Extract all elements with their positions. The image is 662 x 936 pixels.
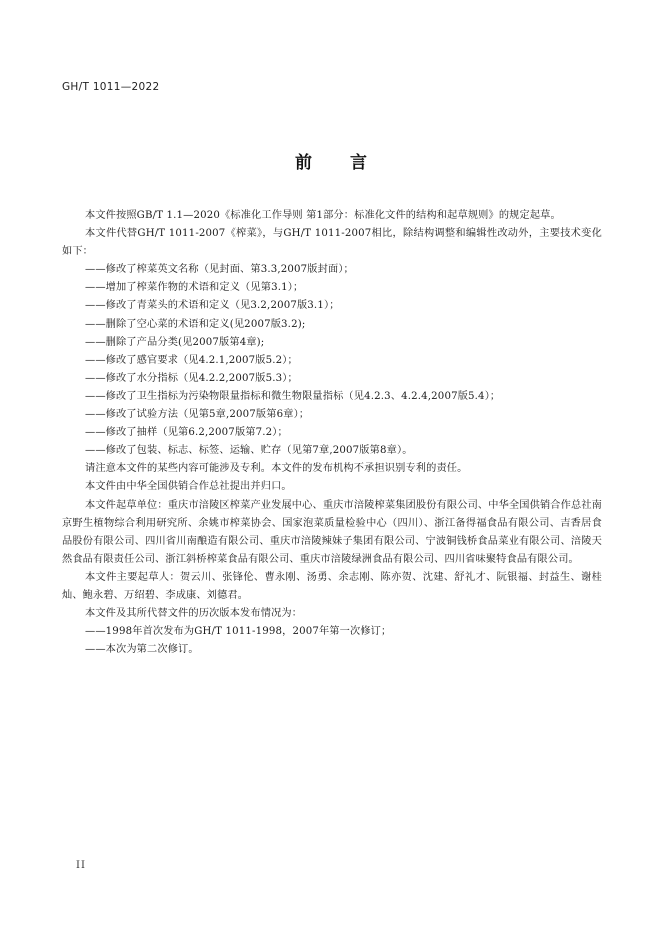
paragraph-patent-notice: 请注意本文件的某些内容可能涉及专利。本文件的发布机构不承担识别专利的责任。	[85, 463, 468, 475]
paragraph-replacement: 本文件代替GH/T 1011-2007《榨菜》，与GH/T 1011-2007相比，除结构调整和编辑性改动外，主要技术变化如下：	[62, 228, 602, 258]
standard-code: GH/T 1011—2022	[62, 81, 160, 93]
change-item: ——删除了空心菜的术语和定义(见2007版3.2);	[85, 318, 306, 330]
paragraph-version-history: 本文件及其所代替文件的历次版本发布情况为：	[85, 608, 303, 620]
change-item: ——修改了水分指标（见4.2.2,2007版5.3）；	[85, 372, 298, 384]
change-item: ——修改了感官要求（见4.2.1,2007版5.2）；	[85, 354, 298, 366]
paragraph-drafting-units: 本文件起草单位：重庆市涪陵区榨菜产业发展中心、重庆市涪陵榨菜集团股份有限公司、中华全国供销合作总社南京野生植物综合利用研究所、余姚市榨菜协会、国家泡菜质量检验中心（四川）、浙江备得福食品有限公司、吉香居食品股份有限公司、四川省川南酿造有限公司、重庆市涪陵辣妹子集团有限公司、宁波铜钱桥食品菜业有限公司、涪陵天然食品有限责任公司、浙江斜桥榨菜食品有限公司、重庆市涪陵绿洲食品有限公司、四川省味聚特食品有限公司。	[62, 499, 602, 565]
history-item: ——1998年首次发布为GH/T 1011-1998，2007年第一次修订；	[85, 626, 392, 638]
paragraph-drafting-rules: 本文件按照GB/T 1.1—2020《标准化工作导则 第1部分：标准化文件的结构和起草规则》的规定起草。	[85, 210, 561, 221]
paragraph-proposer: 本文件由中华全国供销合作总社提出并归口。	[85, 481, 292, 493]
change-item: ——删除了产品分类(见2007版第4章);	[85, 336, 265, 348]
page-number: II	[76, 860, 86, 871]
change-item: ——修改了榨菜英文名称（见封面、第3.3,2007版封面）；	[85, 264, 354, 276]
change-item: ——增加了榨菜作物的术语和定义（见第3.1）；	[85, 282, 304, 294]
change-item: ——修改了包装、标志、标签、运输、贮存（见第7章,2007版第8章）。	[85, 445, 413, 457]
page-title: 前 言	[295, 153, 383, 173]
change-item: ——修改了试验方法（见第5章,2007版第6章）；	[85, 409, 310, 421]
change-item: ——修改了青菜头的术语和定义（见3.2,2007版3.1）；	[85, 300, 340, 312]
history-item: ——本次为第二次修订。	[85, 644, 199, 656]
paragraph-drafters: 本文件主要起草人：贺云川、张锋伦、曹永刚、汤勇、余志刚、陈亦贺、沈建、舒礼才、阮银福、封益生、谢桂灿、鲍永碧、万绍碧、李成康、刘德君。	[62, 571, 602, 601]
change-item: ——修改了卫生指标为污染物限量指标和微生物限量指标（见4.2.3、4.2.4,2007版5.4）；	[85, 390, 501, 402]
change-item: ——修改了抽样（见第6.2,2007版第7.2）；	[85, 427, 288, 439]
foreword-body	[62, 207, 602, 659]
